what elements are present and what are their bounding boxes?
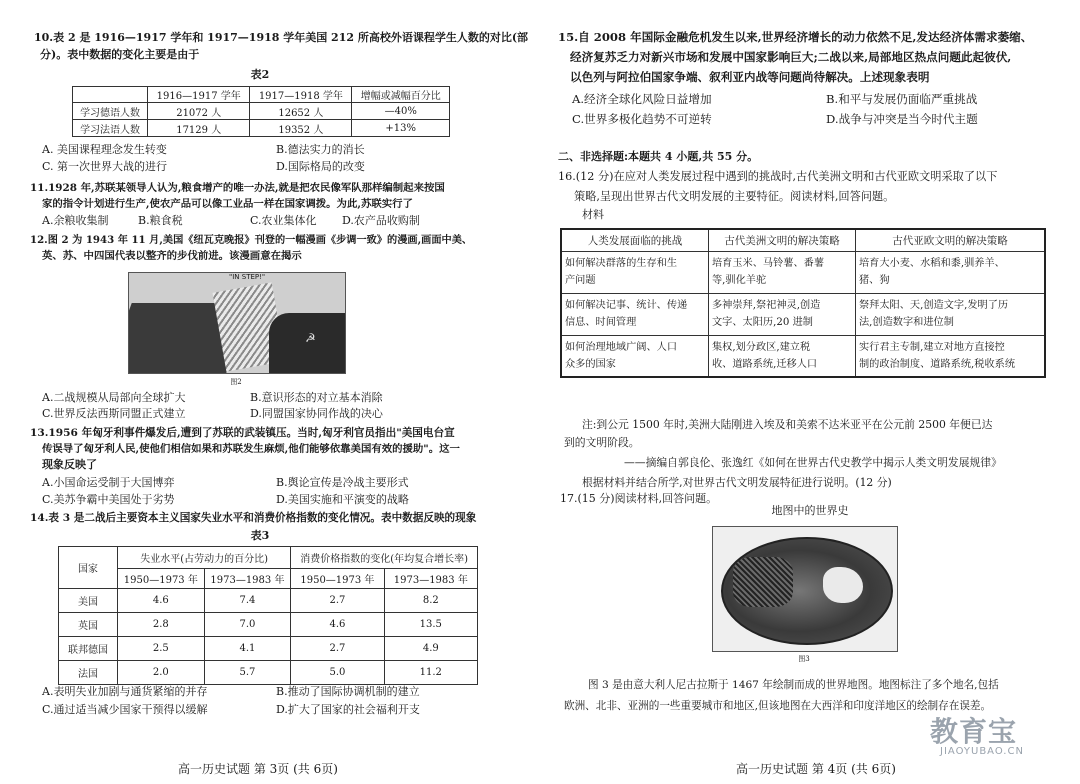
- q13-stem-3: 现象反映了: [42, 458, 97, 471]
- table3-cell: 美国: [59, 589, 118, 613]
- q16-cell-line: 如何解决记事、统计、传递: [565, 300, 688, 311]
- q16-cell-line: 集权,划分政区,建立税: [712, 341, 811, 353]
- table3-title: 表3: [250, 529, 270, 542]
- q15-stem-3: 以色列与阿拉伯国家争端、叙利亚内战等问题尚待解决。上述现象表明: [570, 70, 930, 84]
- table3-cell: 2.8: [118, 613, 205, 637]
- q11-stem-2: 家的指令计划进行生产,使农产品可以像工业品一样在国家调拨。为此,苏联实行了: [42, 198, 413, 210]
- q13-option-b[interactable]: B.舆论宣传是冷战主要形式: [276, 476, 409, 489]
- q13-stem-2: 传误导了匈牙利人民,使他们相信如果和苏联发生麻烦,他们能够依靠美国有效的援助"。这一: [42, 443, 460, 455]
- q16-table-cell: [709, 251, 856, 293]
- q15-option-a[interactable]: A.经济全球化风险日益增加: [572, 92, 712, 106]
- q17-para-2: 欧洲、北非、亚洲的一些重要城市和地区,但该地图在大西洋和印度洋地区的绘制存在误差。: [564, 700, 992, 712]
- q16-cell-line: 制的政治制度、道路系统,税收系统: [859, 358, 1016, 370]
- q10-option-d[interactable]: D.国际格局的改变: [276, 160, 365, 173]
- table2-cell: 学习法语人数: [73, 120, 148, 137]
- world-map-1467: [712, 526, 898, 652]
- table3-cell: 联邦德国: [59, 637, 118, 661]
- q16-cell-line: 法,创造数字和进位制: [859, 317, 954, 328]
- table-2: [72, 86, 450, 137]
- table3-period: 1950—1973 年: [291, 569, 384, 589]
- table3-cell: 4.9: [384, 637, 477, 661]
- table3-period: 1973—1983 年: [384, 569, 477, 589]
- q17-stem: 17.(15 分)阅读材料,回答问题。: [560, 492, 718, 505]
- q16-table: [560, 228, 1046, 378]
- table3-cell: 2.7: [291, 589, 384, 613]
- q16-table-cell: [561, 335, 709, 377]
- q13-option-c[interactable]: C.美苏争霸中美国处于劣势: [42, 493, 175, 506]
- table3-cell: 8.2: [384, 589, 477, 613]
- q15-option-d[interactable]: D.战争与冲突是当今时代主题: [826, 112, 978, 126]
- q15-stem-2: 经济复苏乏力对新兴市场和发展中国家影响巨大;二战以来,局部地区热点问题此起彼伏,: [570, 50, 1012, 64]
- q12-stem-2: 英、苏、中四国代表以整齐的步伐前进。该漫画意在揭示: [42, 250, 302, 262]
- table3-cell: 英国: [59, 613, 118, 637]
- table-3: [58, 546, 478, 685]
- page-4: [540, 0, 1080, 784]
- q16-cell-line: 众多的国家: [565, 358, 616, 370]
- cartoon-title: "IN STEP!": [229, 273, 266, 281]
- q16-table-cell: [856, 251, 1046, 293]
- table3-cell: 法国: [59, 661, 118, 685]
- q16-cell-line: 收、道路系统,迁移人口: [712, 358, 818, 370]
- q11-stem-1: 11.1928 年,苏联某领导人认为,粮食增产的唯一办法,就是把农民像军队那样编制起来按国: [30, 182, 445, 194]
- table3-cell: 5.7: [204, 661, 291, 685]
- hammer-sickle-icon: ☭: [305, 331, 316, 345]
- table3-header-cpi: 消费价格指数的变化(年均复合增长率): [291, 547, 478, 569]
- table3-cell: 2.5: [118, 637, 205, 661]
- table3-cell: 13.5: [384, 613, 477, 637]
- q13-option-d[interactable]: D.美国实施和平演变的战略: [276, 493, 409, 506]
- q14-option-d[interactable]: D.扩大了国家的社会福利开支: [276, 703, 420, 716]
- q14-option-a[interactable]: A.表明失业加剧与通货紧缩的并存: [42, 685, 208, 698]
- q16-note-1: 注:到公元 1500 年时,美洲大陆刚进入埃及和美索不达米亚平在公元前 2500 年便已达: [582, 418, 993, 431]
- q16-source: ——摘编自郭良伦、张逸红《如何在世界古代史教学中揭示人类文明发展规律》: [624, 456, 1002, 469]
- page-3: [0, 0, 532, 784]
- q14-option-c[interactable]: C.通过适当减少国家干预得以缓解: [42, 703, 208, 716]
- table3-period: 1973—1983 年: [204, 569, 291, 589]
- table2-cell: —40%: [352, 103, 450, 120]
- table2-cell: +13%: [352, 120, 450, 137]
- q10-option-b[interactable]: B.德法实力的消长: [276, 143, 365, 156]
- q12-option-a[interactable]: A.二战规模从局部向全球扩大: [42, 391, 186, 404]
- table2-cell: 17129 人: [148, 120, 250, 137]
- q16-table-cell: [856, 335, 1046, 377]
- q13-stem-1: 13.1956 年匈牙利事件爆发后,遭到了苏联的武装镇压。当时,匈牙利官员指出"美国电台宣: [30, 427, 455, 439]
- map-title: 地图中的世界史: [771, 504, 849, 517]
- table2-header: [73, 87, 148, 103]
- q12-option-d[interactable]: D.同盟国家协同作战的决心: [250, 407, 383, 420]
- table3-period: 1950—1973 年: [118, 569, 205, 589]
- page3-footer: 高一历史试题 第 3页 (共 6页): [178, 762, 338, 776]
- q15-option-c[interactable]: C.世界多极化趋势不可逆转: [572, 112, 712, 126]
- q15-stem-1: 15.自 2008 年国际金融危机发生以来,世界经济增长的动力依然不足,发达经济体需求萎缩、: [558, 30, 1033, 44]
- q11-option-d[interactable]: D.农产品收购制: [342, 214, 420, 227]
- table2-cell: 21072 人: [148, 103, 250, 120]
- q10-option-a[interactable]: A. 美国课程理念发生转变: [42, 143, 167, 156]
- table2-cell: 19352 人: [250, 120, 352, 137]
- q16-table-cell: [561, 251, 709, 293]
- q10-stem-2: 分)。表中数据的变化主要是由于: [40, 48, 200, 61]
- q16-table-header: 古代亚欧文明的解决策略: [856, 229, 1046, 251]
- table2-cell: 12652 人: [250, 103, 352, 120]
- q16-cell-line: 培育玉米、马铃薯、番薯: [712, 258, 825, 269]
- q15-option-b[interactable]: B.和平与发展仍面临严重挑战: [826, 92, 978, 106]
- table3-cell: 2.0: [118, 661, 205, 685]
- watermark-url: JIAOYUBAO.CN: [940, 746, 1024, 757]
- q12-option-c[interactable]: C.世界反法西斯同盟正式建立: [42, 407, 186, 420]
- q16-table-header: 古代美洲文明的解决策略: [709, 229, 856, 251]
- q16-material-label: 材料: [582, 208, 604, 221]
- table3-header-country: 国家: [59, 547, 118, 589]
- q10-option-c[interactable]: C. 第一次世界大战的进行: [42, 160, 168, 173]
- q16-question: 根据材料并结合所学,对世界古代文明发展特征进行说明。(12 分): [582, 476, 892, 489]
- cartoon-in-step: [128, 272, 346, 374]
- q14-stem-1: 14.表 3 是二战后主要资本主义国家失业水平和消费价格指数的变化情况。表中数据反映的现象: [30, 512, 477, 524]
- q17-para-1: 图 3 是由意大利人尼古拉斯于 1467 年绘制而成的世界地图。地图标注了多个地名,包括: [588, 679, 999, 691]
- map-sea-region: [823, 567, 863, 603]
- q16-cell-line: 等,驯化羊驼: [712, 275, 767, 286]
- q16-cell-line: 祭拜太阳、天,创造文字,发明了历: [859, 300, 1009, 311]
- q12-stem-1: 12.图 2 为 1943 年 11 月,美国《纽瓦克晚报》刊登的一幅漫画《步调一致》的漫画,画面中美、: [30, 234, 473, 246]
- q16-cell-line: 如何解决群落的生存和生: [565, 258, 678, 269]
- page4-footer: 高一历史试题 第 4页 (共 6页): [736, 762, 896, 776]
- table3-cell: 4.6: [291, 613, 384, 637]
- q16-table-cell: [561, 293, 709, 335]
- q16-table-header: 人类发展面临的挑战: [561, 229, 709, 251]
- table2-cell: 学习德语人数: [73, 103, 148, 120]
- q16-cell-line: 产问题: [565, 275, 596, 286]
- q16-table-cell: [856, 293, 1046, 335]
- table2-header: 1916—1917 学年: [148, 87, 250, 103]
- q13-option-a[interactable]: A.小国命运受制于大国博弈: [42, 476, 175, 489]
- q16-cell-line: 猪、狗: [859, 275, 890, 286]
- table3-cell: 4.1: [204, 637, 291, 661]
- q16-cell-line: 文字、太阳历,20 进制: [712, 317, 813, 328]
- watermark-logo: 教育宝: [930, 715, 1018, 748]
- q16-stem-1: 16.(12 分)在应对人类发展过程中遇到的挑战时,古代美洲文明和古代亚欧文明采取了以下: [558, 170, 998, 183]
- map-land-region: [733, 557, 793, 607]
- table2-header: 增幅或减幅百分比: [352, 87, 450, 103]
- q16-cell-line: 多神崇拜,祭祀神灵,创造: [712, 300, 821, 311]
- table2-header: 1917—1918 学年: [250, 87, 352, 103]
- figure2-caption: 图2: [230, 378, 242, 386]
- q16-cell-line: 如何治理地域广阔、人口: [565, 341, 678, 353]
- q11-option-b[interactable]: B.粮食税: [138, 214, 183, 227]
- q10-stem-1: 10.表 2 是 1916—1917 学年和 1917—1918 学年美国 212 所高校外语课程学生人数的对比(部: [34, 31, 529, 44]
- q16-cell-line: 信息、时间管理: [565, 317, 637, 328]
- q16-stem-2: 策略,呈现出世界古代文明发展的主要特征。阅读材料,回答问题。: [574, 190, 895, 203]
- table3-cell: 4.6: [118, 589, 205, 613]
- q12-option-b[interactable]: B.意识形态的对立基本消除: [250, 391, 383, 404]
- table3-cell: 11.2: [384, 661, 477, 685]
- q16-cell-line: 培育大小麦、水稻和黍,驯养羊、: [859, 258, 1005, 269]
- table3-cell: 7.0: [204, 613, 291, 637]
- q16-cell-line: 实行君主专制,建立对地方直接控: [859, 341, 1005, 353]
- table3-cell: 2.7: [291, 637, 384, 661]
- table2-title: 表2: [250, 68, 270, 81]
- q16-table-cell: [709, 293, 856, 335]
- q16-note-2: 到的文明阶段。: [564, 436, 640, 449]
- q11-option-c[interactable]: C.农业集体化: [250, 214, 317, 227]
- q14-option-b[interactable]: B.推动了国际协调机制的建立: [276, 685, 420, 698]
- table3-header-unemployment: 失业水平(占劳动力的百分比): [118, 547, 291, 569]
- figure3-caption: 图3: [798, 655, 810, 663]
- q11-option-a[interactable]: A.余粮收集制: [42, 214, 109, 227]
- table3-cell: 5.0: [291, 661, 384, 685]
- section-2-heading: 二、非选择题:本题共 4 小题,共 55 分。: [558, 150, 759, 163]
- q16-table-cell: [709, 335, 856, 377]
- table3-cell: 7.4: [204, 589, 291, 613]
